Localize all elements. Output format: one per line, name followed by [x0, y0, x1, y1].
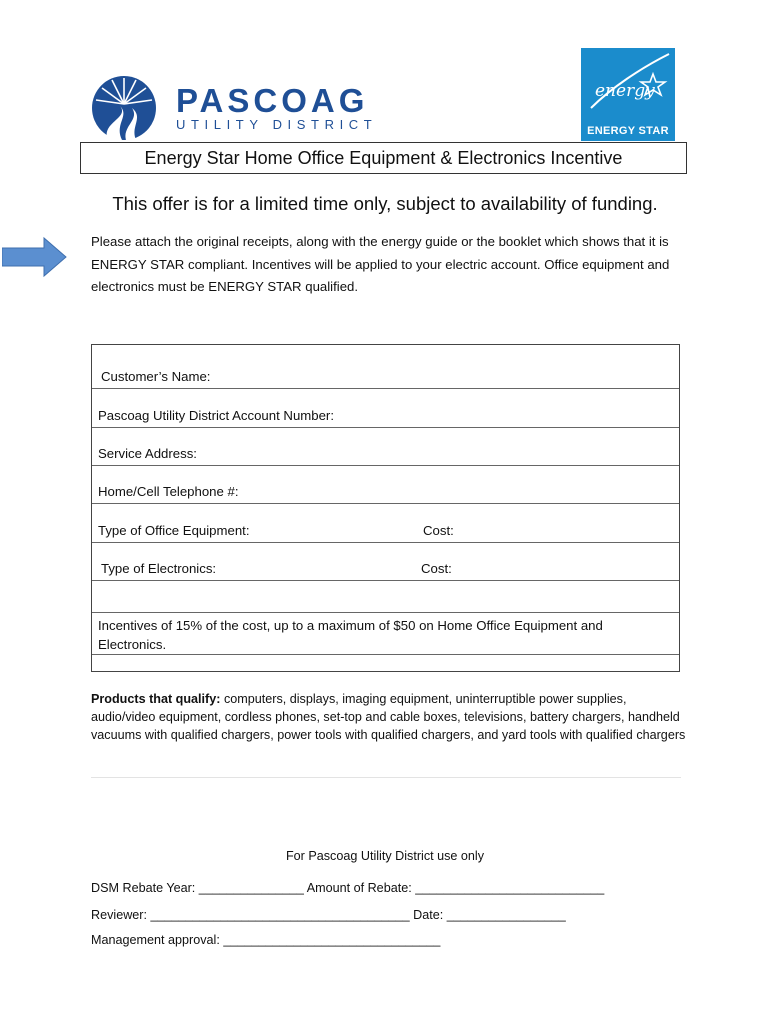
energy-script: energy: [595, 81, 655, 101]
management-label: Management approval: _______________________________: [91, 933, 441, 947]
customer-form: [91, 344, 680, 672]
date-label: Date: _________________: [413, 908, 566, 922]
reviewer-field[interactable]: [91, 908, 566, 922]
energy-star-label: ENERGY STAR: [587, 125, 669, 137]
brand-name: PASCOAG: [176, 82, 369, 119]
pascoag-logo-icon: [90, 68, 158, 144]
form-row-account-number[interactable]: [92, 389, 679, 428]
form-row-telephone[interactable]: [92, 466, 679, 504]
electronics-cost-label: Cost:: [421, 561, 452, 576]
instructions-text: Please attach the original receipts, along with the energy guide or the booklet which shows that it is ENERGY STAR compliant. Incentives will be applied to your electric account. Office equipment and electronics must be ENERGY STAR qualified.: [91, 234, 670, 294]
service-address-label: Service Address:: [98, 446, 197, 461]
incentive-note: Incentives of 15% of the cost, up to a maximum of $50 on Home Office Equipment and Electronics.: [98, 618, 603, 652]
rebate-year-field[interactable]: [91, 881, 604, 895]
rebate-amount-label: Amount of Rebate: ___________________________: [306, 881, 605, 895]
account-number-label: Pascoag Utility District Account Number:: [98, 408, 334, 423]
office-use-heading: For Pascoag Utility District use only: [285, 849, 485, 863]
office-equipment-label: Type of Office Equipment:: [98, 523, 250, 538]
energy-star-logo: [581, 48, 675, 141]
customer-name-label: Customer’s Name:: [101, 369, 211, 384]
qualify-text: computers, displays, imaging equipment, uninterruptible power supplies, audio/video equipment, cordless phones, set-top and cable boxes, televisions, battery chargers, handheld vacuums with qualified chargers, power tools with qualified chargers, and yard tools with qualified chargers: [91, 692, 686, 742]
form-row-customer-name[interactable]: [92, 345, 679, 389]
form-row-office-equipment[interactable]: [92, 504, 679, 543]
electronics-label: Type of Electronics:: [101, 561, 217, 576]
form-row-electronics[interactable]: [92, 543, 679, 581]
energy-star-icon: [581, 48, 675, 122]
arrow-right-icon: [2, 236, 68, 278]
management-approval-field[interactable]: [91, 933, 440, 947]
qualifying-products: [91, 690, 691, 744]
form-row-service-address[interactable]: [92, 428, 679, 466]
office-cost-label: Cost:: [423, 523, 454, 538]
telephone-label: Home/Cell Telephone #:: [98, 484, 239, 499]
offer-notice: This offer is for a limited time only, subject to availability of funding.: [112, 193, 658, 214]
brand-subtitle: UTILITY DISTRICT: [176, 117, 378, 132]
form-row-incentive-note: [92, 613, 679, 655]
reviewer-label: Reviewer: _____________________________________: [91, 908, 410, 922]
page-title: Energy Star Home Office Equipment & Electronics Incentive: [80, 142, 687, 174]
qualify-heading: Products that qualify:: [91, 692, 221, 706]
divider: [91, 777, 681, 778]
rebate-year-label: DSM Rebate Year: _______________: [91, 881, 304, 895]
form-row-blank[interactable]: [92, 581, 679, 613]
